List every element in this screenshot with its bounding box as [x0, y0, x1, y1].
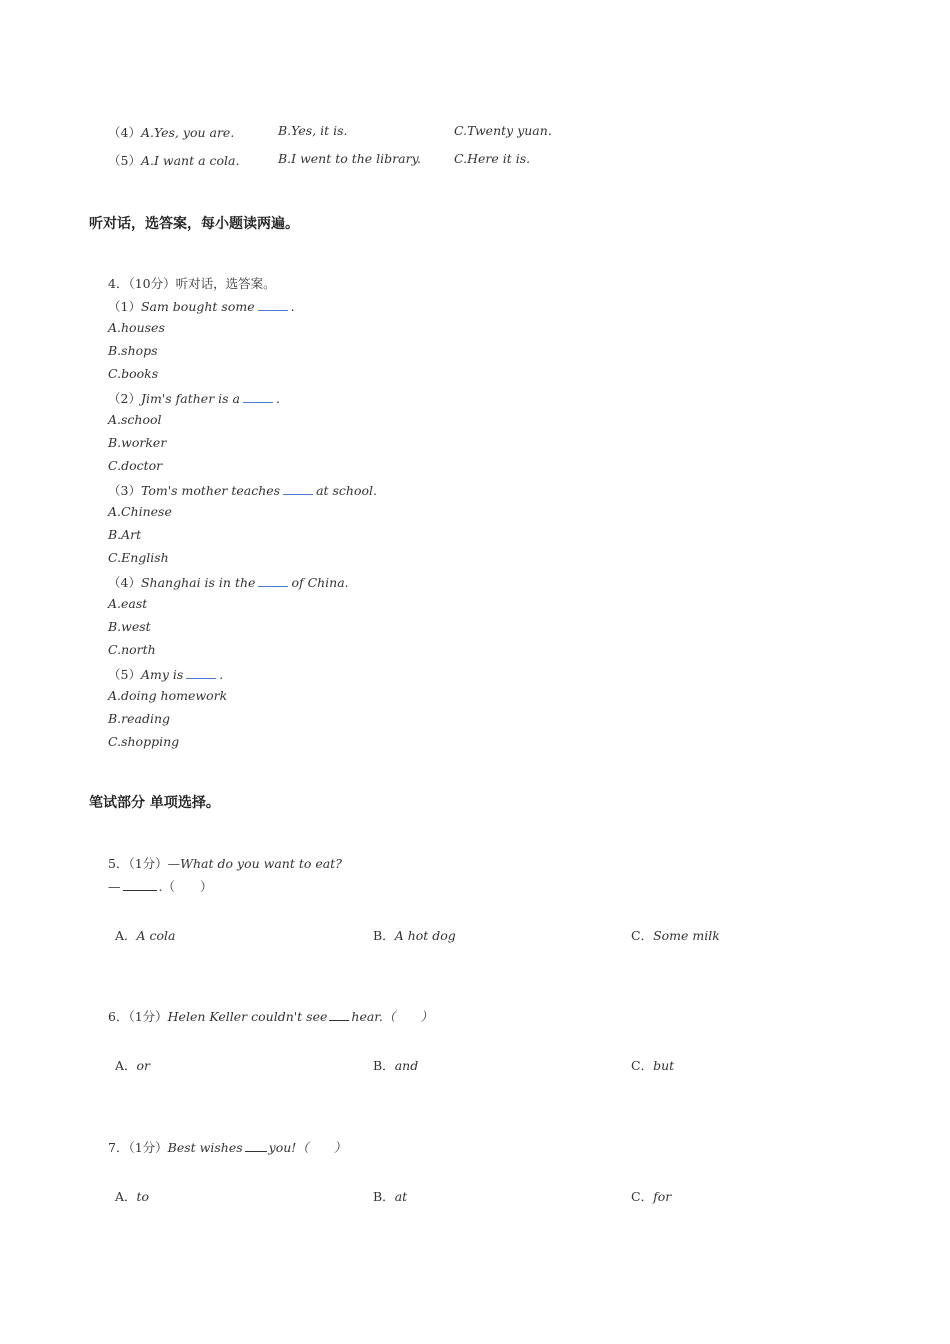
option-text: or	[136, 1058, 151, 1073]
item-stem-post: .	[290, 299, 295, 314]
question-6-option-a[interactable]	[115, 1056, 150, 1074]
option-text: A hot dog	[394, 928, 456, 943]
item-number: （4）	[108, 575, 141, 590]
question-6-option-c[interactable]	[631, 1056, 674, 1074]
answer-blank[interactable]	[186, 667, 216, 679]
question-6-option-b[interactable]	[373, 1056, 418, 1074]
question-6-text-post: hear.（ ）	[351, 1009, 433, 1024]
option-c: C.north	[108, 642, 156, 657]
answer-paren: .（ ）	[158, 879, 213, 894]
option-letter: C．	[631, 928, 654, 943]
question-4-instruction: 听对话，选答案。	[175, 276, 276, 291]
section-heading-listening: 听对话，选答案，每小题读两遍。	[89, 216, 299, 232]
prev-q5-row	[108, 151, 239, 169]
prev-q4-option-c: C.Twenty yuan.	[454, 123, 552, 138]
option-text: for	[653, 1189, 672, 1204]
option-letter: B．	[373, 1189, 395, 1204]
question-4-item-3	[108, 481, 377, 499]
option-b: B.shops	[108, 343, 158, 358]
option-b: B.west	[108, 619, 151, 634]
option-b: B.worker	[108, 435, 167, 450]
question-7-option-b[interactable]	[373, 1187, 407, 1205]
question-4-item-2	[108, 389, 280, 407]
option-letter: C．	[631, 1058, 654, 1073]
option-c: C.doctor	[108, 458, 163, 473]
option-a: A.school	[108, 412, 162, 427]
item-stem-post: .	[219, 667, 224, 682]
option-letter: A．	[115, 1058, 137, 1073]
question-5-option-c[interactable]	[631, 926, 720, 944]
prev-q4-option-a: A.Yes, you are.	[140, 125, 235, 140]
question-5-option-b[interactable]	[373, 926, 456, 944]
item-number: （3）	[108, 483, 141, 498]
question-5-answer-line	[108, 877, 212, 895]
answer-blank[interactable]	[283, 483, 313, 495]
answer-blank[interactable]	[243, 391, 273, 403]
item-stem-pre: Amy is	[140, 667, 184, 682]
question-6-stem	[108, 1007, 433, 1025]
prev-q4-num: （4）	[108, 125, 141, 140]
answer-blank[interactable]	[258, 299, 288, 311]
option-letter: B．	[373, 1058, 395, 1073]
option-c: C.shopping	[108, 734, 180, 749]
question-7-text-pre: Best wishes	[167, 1140, 243, 1155]
prev-q5-option-a: A.I want a cola.	[140, 153, 240, 168]
option-b: B.Art	[108, 527, 142, 542]
item-stem-post: .	[275, 391, 280, 406]
option-text: A cola	[136, 928, 176, 943]
question-4-item-4	[108, 573, 349, 591]
question-7-text-post: you!（ ）	[268, 1140, 347, 1155]
question-4-item-5	[108, 665, 223, 683]
prev-q5-option-b: B.I went to the library.	[278, 151, 421, 166]
question-4-header	[108, 274, 276, 292]
answer-blank[interactable]	[123, 879, 157, 891]
option-c: C.books	[108, 366, 159, 381]
question-5-number: 5．（1分）	[108, 856, 168, 871]
question-4-item-1	[108, 297, 295, 315]
question-5-stem	[108, 854, 342, 872]
item-stem-post: at school.	[316, 483, 377, 498]
question-6-text-pre: Helen Keller couldn't see	[167, 1009, 328, 1024]
question-6-number: 6．（1分）	[108, 1009, 168, 1024]
dash: —	[108, 879, 121, 894]
option-letter: A．	[115, 1189, 137, 1204]
question-7-option-c[interactable]	[631, 1187, 671, 1205]
question-7-option-a[interactable]	[115, 1187, 149, 1205]
item-number: （5）	[108, 667, 141, 682]
section-heading-written: 笔试部分 单项选择。	[89, 795, 220, 811]
option-a: A.east	[108, 596, 148, 611]
question-7-number: 7．（1分）	[108, 1140, 168, 1155]
option-a: A.houses	[108, 320, 165, 335]
option-text: but	[653, 1058, 675, 1073]
item-stem-pre: Shanghai is in the	[140, 575, 256, 590]
option-text: Some milk	[653, 928, 720, 943]
item-number: （1）	[108, 299, 141, 314]
item-number: （2）	[108, 391, 141, 406]
answer-blank[interactable]	[329, 1009, 349, 1021]
prev-q4-option-b: B.Yes, it is.	[278, 123, 348, 138]
answer-blank[interactable]	[258, 575, 288, 587]
item-stem-post: of China.	[291, 575, 349, 590]
question-5-text: —What do you want to eat?	[167, 856, 342, 871]
question-5-option-a[interactable]	[115, 926, 176, 944]
option-letter: A．	[115, 928, 137, 943]
option-c: C.English	[108, 550, 169, 565]
option-a: A.Chinese	[108, 504, 172, 519]
prev-q5-num: （5）	[108, 153, 141, 168]
option-text: at	[394, 1189, 408, 1204]
item-stem-pre: Sam bought some	[140, 299, 255, 314]
question-4-number: 4．（10分）	[108, 276, 176, 291]
item-stem-pre: Tom's mother teaches	[140, 483, 281, 498]
item-stem-pre: Jim's father is a	[140, 391, 240, 406]
answer-blank[interactable]	[245, 1140, 267, 1152]
option-letter: B．	[373, 928, 395, 943]
option-b: B.reading	[108, 711, 171, 726]
option-a: A.doing homework	[108, 688, 228, 703]
prev-q5-option-c: C.Here it is.	[454, 151, 531, 166]
prev-q4-row	[108, 123, 234, 141]
option-text: and	[394, 1058, 419, 1073]
option-text: to	[136, 1189, 150, 1204]
option-letter: C．	[631, 1189, 654, 1204]
question-7-stem	[108, 1138, 346, 1156]
